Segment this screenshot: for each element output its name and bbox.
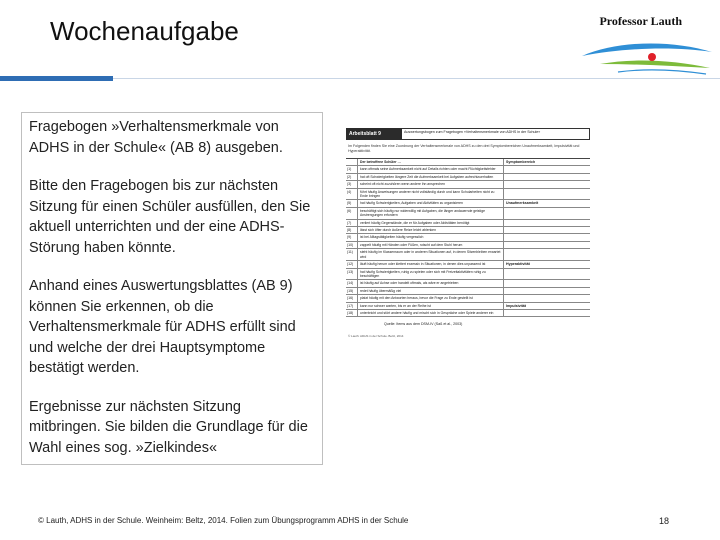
worksheet-row [346,189,590,201]
worksheet-row-area [504,189,590,200]
worksheet-row-text: zappelt häufig mit Händen oder Füßen, rutscht auf dem Stuhl herum [358,242,504,248]
worksheet-row-text: beschäftigt sich häufig nur widerwillig mit Aufgaben, die länger andauernde geistige Anstrengungen erfordern [358,208,504,219]
worksheet-row-number: (8) [346,227,358,233]
worksheet-row-number: (18) [346,310,358,316]
logo-swoosh-icon [578,34,716,78]
worksheet-row-area [504,242,590,248]
worksheet-row [346,181,590,188]
worksheet-row-text: platzt häufig mit den Antworten heraus, bevor die Frage zu Ende gestellt ist [358,295,504,301]
worksheet-row [346,249,590,261]
worksheet-label: Arbeitsblatt 9 [346,128,402,140]
worksheet-image [346,128,590,468]
worksheet-row-area: Unaufmerksamkeit [506,201,539,206]
worksheet-row-text: scheint oft nicht zuzuhören wenn andere ihn ansprechen [358,181,504,187]
worksheet-row-number: (14) [346,280,358,286]
worksheet-row-text: steht häufig im Klassenraum oder in anderen Situationen auf, in denen Sitzenbleiben erwartet wird [358,249,504,260]
worksheet-row-text: kann oftmals seine Aufmerksamkeit nicht auf Details richten oder macht Flüchtigkeitsfehler [358,166,504,172]
worksheet-row [346,208,590,220]
worksheet-row-area [504,295,590,301]
worksheet-row-number: (17) [346,303,358,309]
worksheet-row-text: kann nur schwer warten, bis er an der Reihe ist [358,303,504,309]
worksheet-row-area [504,208,590,219]
worksheet-row [346,220,590,227]
worksheet-row-number: (9) [346,234,358,240]
worksheet-row-number: (1) [346,166,358,172]
worksheet-row-text: hat häufig Schwierigkeiten, Aufgaben und Aktivitäten zu organisieren [358,200,504,206]
author-name: Professor Lauth [599,14,682,28]
worksheet-row-area [504,249,590,260]
worksheet-row-text: redet häufig übermäßig viel [358,288,504,294]
footer-citation: © Lauth, ADHS in der Schule. Weinheim: Beltz, 2014. Folien zum Übungsprogramm ADHS in der Schule [38,516,409,525]
worksheet-row-text: hat oft Schwierigkeiten längere Zeit die Aufmerksamkeit bei Aufgaben aufrechtzuerhalten [358,174,504,180]
worksheet-row [346,234,590,241]
page-title: Wochenaufgabe [50,16,239,46]
worksheet-source: Quelle: Items aus dem DSM-IV (Saß et al., 2003) [384,322,463,327]
worksheet-row-number: (13) [346,269,358,280]
worksheet-row-area [504,234,590,240]
worksheet-row-text: führt häufig Anweisungen anderer nicht vollständig durch und kann Schularbeiten nicht zu Ende bringen [358,189,504,200]
worksheet-row-area: Hyperaktivität [506,262,530,267]
worksheet-intro: Im Folgenden finden Sie eine Zuordnung der Verhaltensmerkmale von ADHS zu den drei Symptombereichen Unaufmerksamkeit, Impulsivität und Hyperaktivität. [348,144,580,153]
page-number: 18 [659,516,670,526]
worksheet-row-area: Impulsivität [506,303,526,308]
worksheet-row-area [504,269,590,280]
worksheet-footnote: © Lauth: ADHS in der Schule. Beltz, 2014 [348,334,404,339]
worksheet-row [346,295,590,302]
worksheet-row [346,242,590,249]
worksheet-heading: Auswertungsbogen zum Fragebogen »Verhaltensmerkmale von ADHS in der Schule« [402,128,590,140]
worksheet-row-text: ist häufig auf Achse oder handelt oftmals, als wäre er angetrieben [358,280,504,286]
worksheet-col-area: Symptombereich [506,160,536,164]
worksheet-row-area [504,166,590,172]
worksheet-row-number: (10) [346,242,358,248]
worksheet-row-text: hat häufig Schwierigkeiten, ruhig zu spielen oder sich mit Freizeitaktivitäten ruhig zu beschäftigen [358,269,504,280]
instruction-paragraph: Bitte den Fragebogen bis zur nächsten Sitzung für einen Schüler ausfüllen, den Sie aktuell unterrichten und der eine ADHS-Störung haben könnte. [29,178,311,256]
worksheet-row-area [504,310,590,316]
worksheet-row-area [504,181,590,187]
worksheet-row-number: (5) [346,200,358,206]
worksheet-row-number: (7) [346,220,358,226]
header-accent-bar [0,76,113,81]
worksheet-row-number: (6) [346,208,358,219]
worksheet-row-text: läuft häufig herum oder klettert exzessiv in Situationen, in denen dies unpassend ist [358,261,504,267]
worksheet-header-row [346,159,590,166]
worksheet-row [346,310,590,317]
worksheet-table [346,158,590,317]
worksheet-row [346,166,590,173]
worksheet-row-number: (3) [346,181,358,187]
worksheet-row [346,174,590,181]
worksheet-row [346,280,590,287]
worksheet-col-behavior: Der betroffene Schüler … [358,159,504,165]
worksheet-row [346,200,590,207]
worksheet-row-number: (4) [346,189,358,200]
worksheet-row-number: (12) [346,261,358,267]
worksheet-row [346,288,590,295]
worksheet-row [346,269,590,281]
instruction-text-box [21,112,323,465]
worksheet-row [346,261,590,268]
worksheet-row-text: verliert häufig Gegenstände, die er für Aufgaben oder Aktivitäten benötigt [358,220,504,226]
worksheet-row-text: lässt sich öfter durch äußere Reize leicht ablenken [358,227,504,233]
worksheet-row-number: (16) [346,295,358,301]
worksheet-row-area [504,227,590,233]
worksheet-row [346,227,590,234]
instruction-paragraph: Fragebogen »Verhaltensmerkmale von ADHS in der Schule« (AB 8) ausgeben. [29,119,283,156]
worksheet-row-number: (2) [346,174,358,180]
instruction-paragraph: Ergebnisse zur nächsten Sitzung mitbringen. Sie bilden die Grundlage für die Wahl eines sog. »Zielkindes« [29,398,308,456]
worksheet-row-number: (11) [346,249,358,260]
instruction-paragraph: Anhand eines Auswertungsblattes (AB 9) können Sie erkennen, ob die Verhaltensmerkmale für ADHS erfüllt sind und welche der drei Hauptsymptome bestätigt werden. [29,278,296,376]
worksheet-row-area [504,174,590,180]
worksheet-row-text: unterbricht und stört andere häufig und mischt sich in Gespräche oder Spiele anderer ein [358,310,504,316]
worksheet-row [346,303,590,310]
worksheet-row-area [504,288,590,294]
worksheet-row-area [504,280,590,286]
worksheet-row-text: ist bei Alltagstätigkeiten häufig vergesslich [358,234,504,240]
worksheet-row-area [504,220,590,226]
worksheet-row-number: (15) [346,288,358,294]
